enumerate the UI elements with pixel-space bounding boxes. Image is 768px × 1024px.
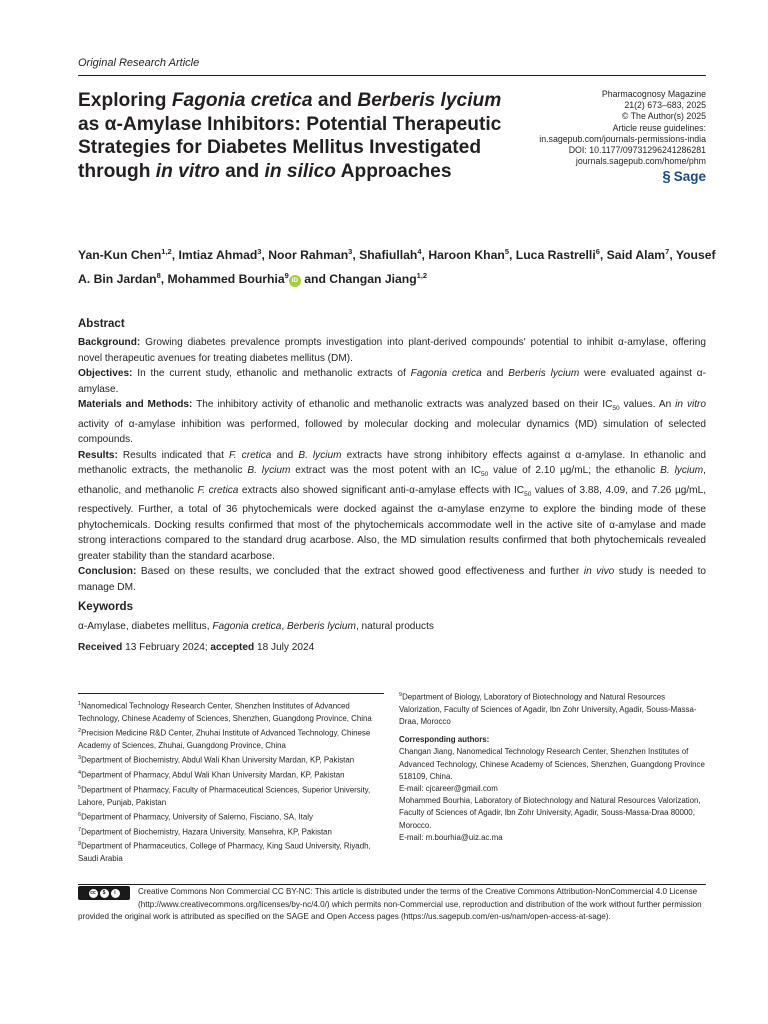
- publisher-logo: [662, 169, 706, 184]
- author-name[interactable]: Noor Rahman: [268, 248, 349, 263]
- publisher-name: Sage: [673, 169, 706, 185]
- cc-icon: cc: [90, 889, 96, 896]
- reuse-link[interactable]: in.sagepub.com/journals-permissions-india: [539, 133, 706, 144]
- author-separator: ,: [421, 248, 429, 263]
- author-separator: and: [300, 271, 330, 286]
- doi[interactable]: DOI: 10.1177/09731296241286281: [568, 145, 706, 156]
- author-affiliation-marker: 3: [257, 247, 262, 256]
- abstract-heading: Abstract: [78, 318, 125, 330]
- affiliations-left: [78, 698, 388, 865]
- affiliation-marker: 2: [78, 728, 82, 735]
- article-type: Original Research Article: [78, 57, 200, 69]
- corresponding-author-1: Changan Jiang, Nanomedical Technology Research Center, Shenzhen Institutes of Advanced Technology, Chinese Academy of Sciences, Shenzhen, Guangdong Province 518109, China.: [399, 747, 705, 781]
- affiliations-right: [399, 689, 709, 844]
- affiliation-text: Department of Pharmacy, University of Salerno, Fisciano, SA, Italy: [81, 812, 313, 822]
- author-name[interactable]: Mohammed Bourhia: [167, 271, 285, 286]
- abstract-results: Results: Results indicated that F. cretica and B. lycium extracts have strong inhibitory effects against α α-amylase. In ethanolic and methanolic extracts, the methanolic B. lycium extract was the most potent with an $IC_{50}$ value of 2.10 µg/mL; the ethanolic B. lycium, ethanolic, and methanolic F. cretica extracts also showed significant anti-α-amylase effects with $IC_{50}$ values of 3.88, 4.09, and 7.26 µg/mL, respectively. Further, a total of 36 phytochemicals were docked against the α-amylase enzyme to explore the binding mode of these phytochemicals. Docking results confirmed that most of the phytochemicals accommodate well in the active site of α-amylase and made strong interactions compared to the standard drug acarbose. Also, the MD simulation results confirmed that both phytochemicals revealed greater stability than the standard acarbose.: [78, 449, 707, 562]
- corresponding-authors-heading: Corresponding authors:: [399, 735, 490, 745]
- journal-volume: 21(2) 673–683, 2025: [624, 100, 706, 111]
- corresponding-email-2[interactable]: E-mail: m.bourhia@uiz.ac.ma: [399, 832, 503, 842]
- author-separator: ,: [669, 248, 676, 263]
- author-affiliation-marker: 6: [595, 247, 600, 256]
- journal-homepage-link[interactable]: journals.sagepub.com/home/phm: [575, 156, 706, 167]
- orcid-icon[interactable]: iD: [289, 275, 301, 287]
- author-affiliation-marker: 1,2: [161, 247, 172, 256]
- affiliation-text: Department of Pharmacy, Abdul Wali Khan University Mardan, KP, Pakistan: [81, 770, 345, 780]
- author-name[interactable]: Luca Rastrelli: [515, 248, 596, 263]
- sage-logo-icon: §: [662, 168, 671, 186]
- affiliation-marker: 1: [78, 701, 82, 707]
- author-name[interactable]: Shafiullah: [359, 248, 418, 263]
- affiliation-marker: 8: [78, 841, 82, 848]
- affiliation-text: Department of Biochemistry, Abdul Wali Khan University Mardan, KP, Pakistan: [81, 755, 355, 765]
- reuse-label: Article reuse guidelines:: [612, 122, 706, 133]
- author-affiliation-marker: 8: [156, 270, 161, 280]
- affiliation-marker: 4: [78, 769, 82, 776]
- author-name[interactable]: Yan-Kun Chen: [78, 248, 162, 263]
- copyright: © The Author(s) 2025: [621, 111, 706, 122]
- affiliation-marker: 3: [78, 755, 82, 762]
- affiliations-divider-left: [78, 693, 384, 694]
- attribution-icon: i: [111, 889, 120, 898]
- journal-name: Pharmacognosy Magazine: [601, 89, 706, 99]
- affiliation-text: Department of Biochemistry, Hazara University, Mansehra, KP, Pakistan: [81, 827, 332, 837]
- author-affiliation-marker: 1,2: [416, 270, 428, 280]
- author-name[interactable]: Haroon Khan: [428, 248, 505, 263]
- affiliation-marker: 7: [78, 826, 82, 833]
- keywords-heading: Keywords: [78, 601, 133, 613]
- affiliation-text: Precision Medicine R&D Center, Zhuhai Institute of Advanced Technology, Chinese Academy of Sciences, Zhuhai, Guangdong Province, China: [78, 728, 371, 750]
- license-notice: [78, 886, 710, 924]
- affiliation-3: [78, 752, 388, 767]
- author-list: [78, 242, 718, 289]
- author-name[interactable]: Yousef A. Bin Jardan: [78, 248, 716, 286]
- author-separator: ,: [509, 248, 516, 263]
- journal-metadata: [466, 89, 706, 185]
- author-affiliation-marker: 3: [348, 247, 353, 256]
- abstract-objectives: Objectives: In the current study, ethanolic and methanolic extracts of Fagonia cretica and Berberis lycium were evaluated against α-amylase.: [78, 368, 706, 395]
- author-separator: ,: [171, 248, 179, 263]
- affiliation-1: [78, 698, 388, 725]
- abstract-conclusion: Conclusion: Based on these results, we concluded that the extract showed good effectiveness and further in vivo study is needed to manage DM.: [78, 566, 706, 593]
- author-name[interactable]: Imtiaz Ahmad: [178, 248, 258, 263]
- author-separator: ,: [599, 248, 607, 263]
- author-affiliation-marker: 5: [504, 247, 509, 256]
- license-divider: [78, 884, 706, 885]
- author-name[interactable]: Said Alam: [606, 248, 666, 263]
- corresponding-email-1[interactable]: E-mail: cjcareer@gmail.com: [399, 784, 498, 794]
- license-text: Creative Commons Non Commercial CC BY-NC: This article is distributed under the terms of the Creative Commons Attribution-NonCommercial 4.0 License (http://www.creativecommons.org/licenses/by-nc/4.0/) which permits non-Commercial use, reproduction and distribution of the work without further permission provided the original work is attributed as specified on the SAGE and Open Access pages (https://us.sagepub.com/en-us/nam/open-access-at-sage).: [78, 887, 702, 922]
- author-separator: ,: [160, 271, 168, 286]
- cc-by-nc-badge-icon[interactable]: [78, 886, 130, 900]
- author-affiliation-marker: 7: [665, 247, 670, 256]
- article-title: Exploring Fagonia cretica and Berberis lycium as α-Amylase Inhibitors: Potential Therapeutic Strategies for Diabetes Mellitus Investigated through in vitro and in silico Approaches: [78, 90, 502, 182]
- abstract-body: [78, 335, 706, 595]
- abstract-methods: Materials and Methods: The inhibitory activity of ethanolic and methanolic extracts was analyzed based on their $IC_{50}$ values. An in vitro activity of α-amylase inhibition was performed, followed by molecular docking and molecular dynamics (MD) simulation of selected compounds.: [78, 399, 707, 446]
- submission-dates: Received 13 February 2024; accepted 18 July 2024: [78, 642, 315, 653]
- affiliation-5: [78, 782, 388, 809]
- author-name[interactable]: Changan Jiang: [329, 271, 417, 286]
- affiliation-8: [78, 838, 388, 865]
- affiliation-9: $^9$Department of Biology, Laboratory of Biotechnology and Natural Resources Valorization, Faculty of Sciences of Agadir, Ibn Zohr University, Agadir, Souss-Massa-Draa, Morocco: [399, 692, 697, 727]
- affiliation-marker: 6: [78, 811, 82, 818]
- affiliation-text: Department of Pharmacy, Faculty of Pharmaceutical Sciences, Superior University, Lahore, Punjab, Pakistan: [78, 785, 371, 807]
- noncommercial-icon: $: [100, 889, 109, 898]
- affiliation-text: Department of Pharmaceutics, College of Pharmacy, King Saud University, Riyadh, Saudi Arabia: [78, 842, 371, 864]
- affiliation-4: [78, 767, 388, 782]
- corresponding-author-2: Mohammed Bourhia, Laboratory of Biotechnology and Natural Resources Valorization, Faculty of Sciences of Agadir, Ibn Zohr University, Agadir, Souss-Massa-Draa 80000, Morocco.: [399, 796, 701, 830]
- affiliation-2: [78, 725, 388, 752]
- affiliation-marker: 5: [78, 784, 82, 791]
- keywords-list: α-Amylase, diabetes mellitus, Fagonia cretica, Berberis lycium, natural products: [78, 621, 434, 632]
- author-affiliation-marker: 4: [417, 247, 422, 256]
- affiliation-6: [78, 809, 388, 824]
- affiliation-7: [78, 824, 388, 839]
- affiliation-text: Nanomedical Technology Research Center, Shenzhen Institutes of Advanced Technology, Chinese Academy of Sciences, Shenzhen, Guangdong Province, China: [78, 701, 372, 723]
- header-divider: [78, 75, 706, 76]
- author-separator: ,: [261, 248, 269, 263]
- author-affiliation-marker: 9: [284, 270, 289, 280]
- author-separator: ,: [352, 248, 360, 263]
- abstract-background: Background: Growing diabetes prevalence prompts investigation into plant-derived compounds' potential to inhibit α-amylase, offering novel therapeutic avenues for treating diabetes mellitus (DM).: [78, 337, 706, 364]
